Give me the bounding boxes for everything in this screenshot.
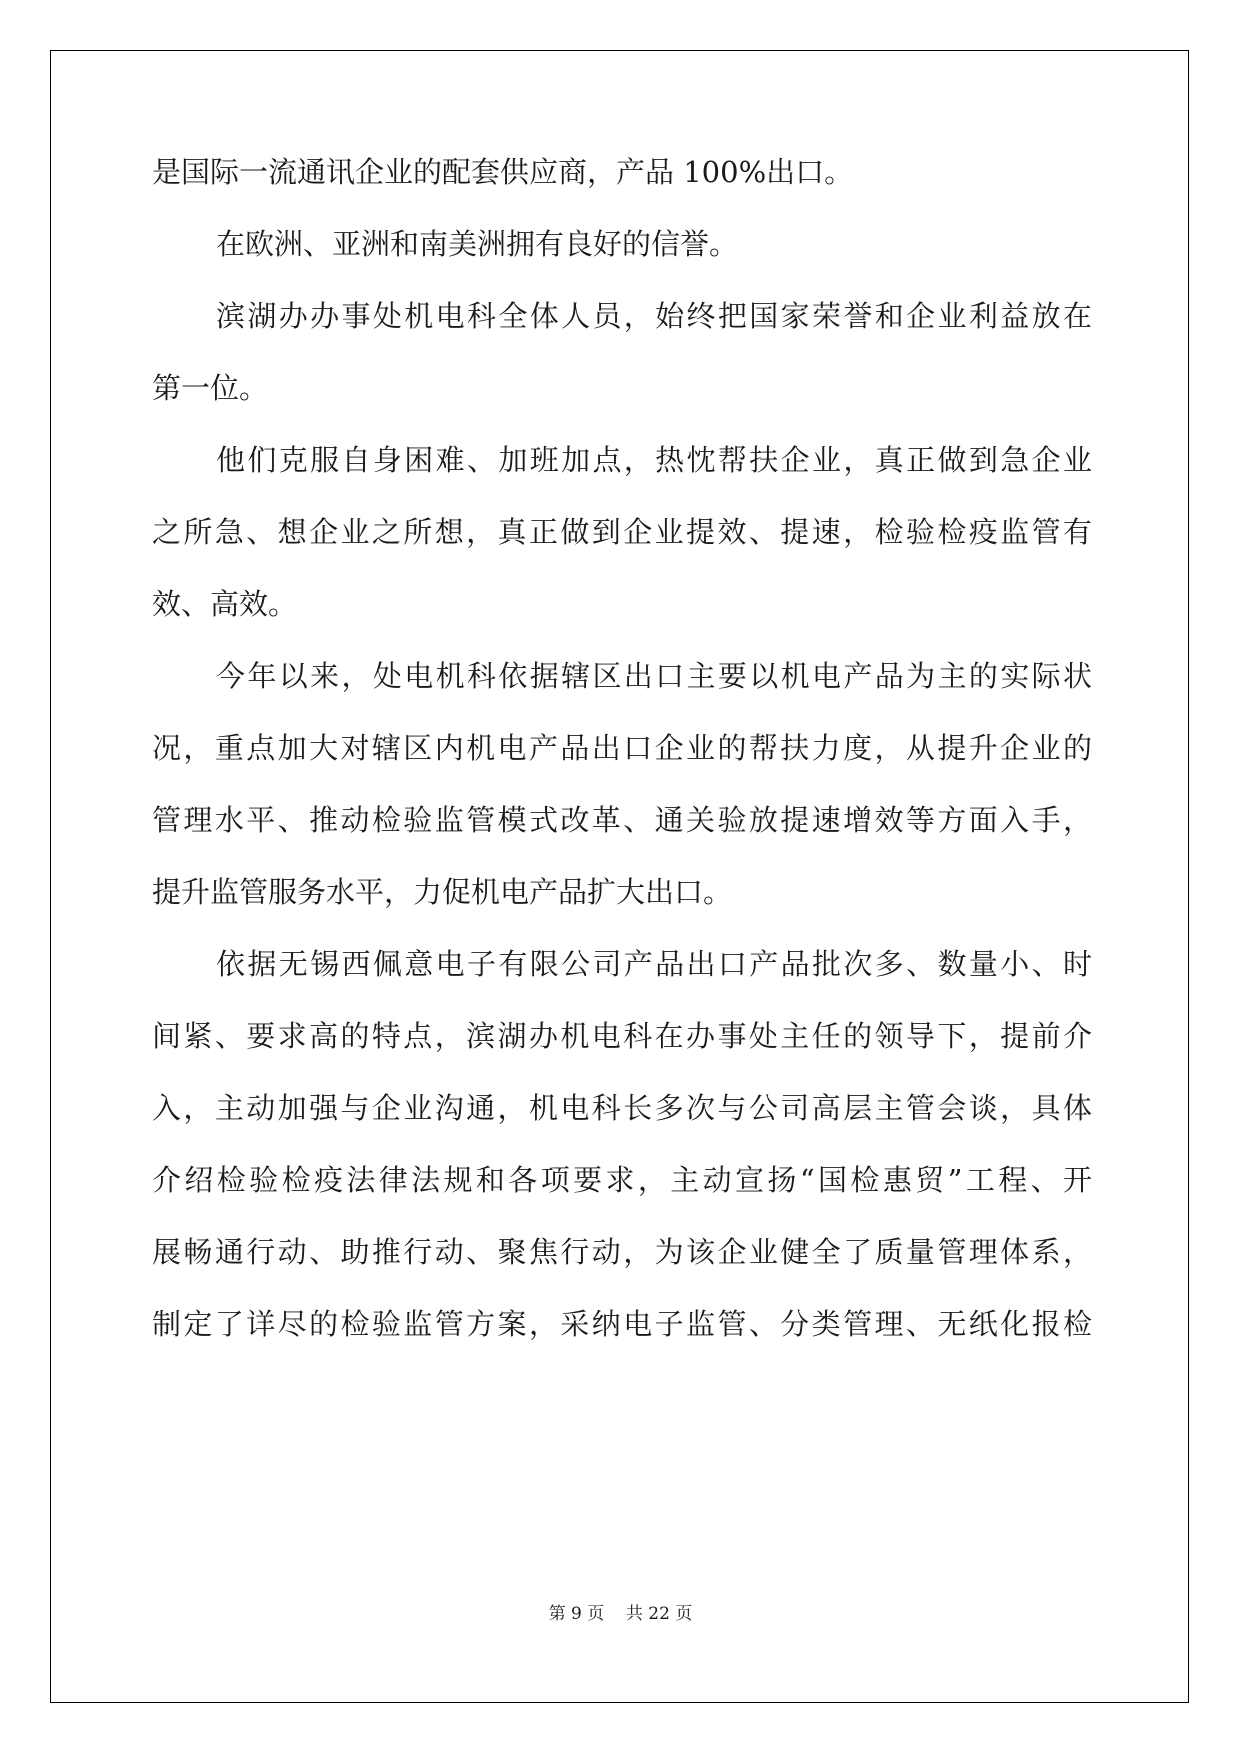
text-line: 管理水平、推动检验监管模式改革、通关验放提速增效等方面入手， <box>152 803 1092 837</box>
text-line: 展畅通行动、助推行动、聚焦行动，为该企业健全了质量管理体系， <box>152 1235 1092 1269</box>
text-line: 滨湖办办事处机电科全体人员，始终把国家荣誉和企业利益放在 <box>216 299 1092 333</box>
text-line: 他们克服自身困难、加班加点，热忱帮扶企业，真正做到急企业 <box>216 443 1092 477</box>
text-line: 入，主动加强与企业沟通，机电科长多次与公司高层主管会谈，具体 <box>152 1091 1092 1125</box>
text-line: 况，重点加大对辖区内机电产品出口企业的帮扶力度，从提升企业的 <box>152 731 1092 765</box>
text-line: 效、高效。 <box>152 587 298 621</box>
text-line: 提升监管服务水平，力促机电产品扩大出口。 <box>152 875 733 909</box>
text-line: 制定了详尽的检验监管方案，采纳电子监管、分类管理、无纸化报检 <box>152 1307 1092 1341</box>
text-line: 之所急、想企业之所想，真正做到企业提效、提速，检验检疫监管有 <box>152 515 1092 549</box>
text-line: 是国际一流通讯企业的配套供应商，产品 100%出口。 <box>152 155 854 189</box>
text-line: 第一位。 <box>152 371 269 405</box>
text-line: 间紧、要求高的特点，滨湖办机电科在办事处主任的领导下，提前介 <box>152 1019 1092 1053</box>
page-number-footer: 第 9 页 共 22 页 <box>548 1604 693 1624</box>
text-line: 介绍检验检疫法律法规和各项要求，主动宣扬“国检惠贸”工程、开 <box>152 1163 1092 1197</box>
text-line: 依据无锡西佩意电子有限公司产品出口产品批次多、数量小、时 <box>216 947 1092 981</box>
text-line: 在欧洲、亚洲和南美洲拥有良好的信誉。 <box>216 227 739 261</box>
text-line: 今年以来，处电机科依据辖区出口主要以机电产品为主的实际状 <box>216 659 1092 693</box>
